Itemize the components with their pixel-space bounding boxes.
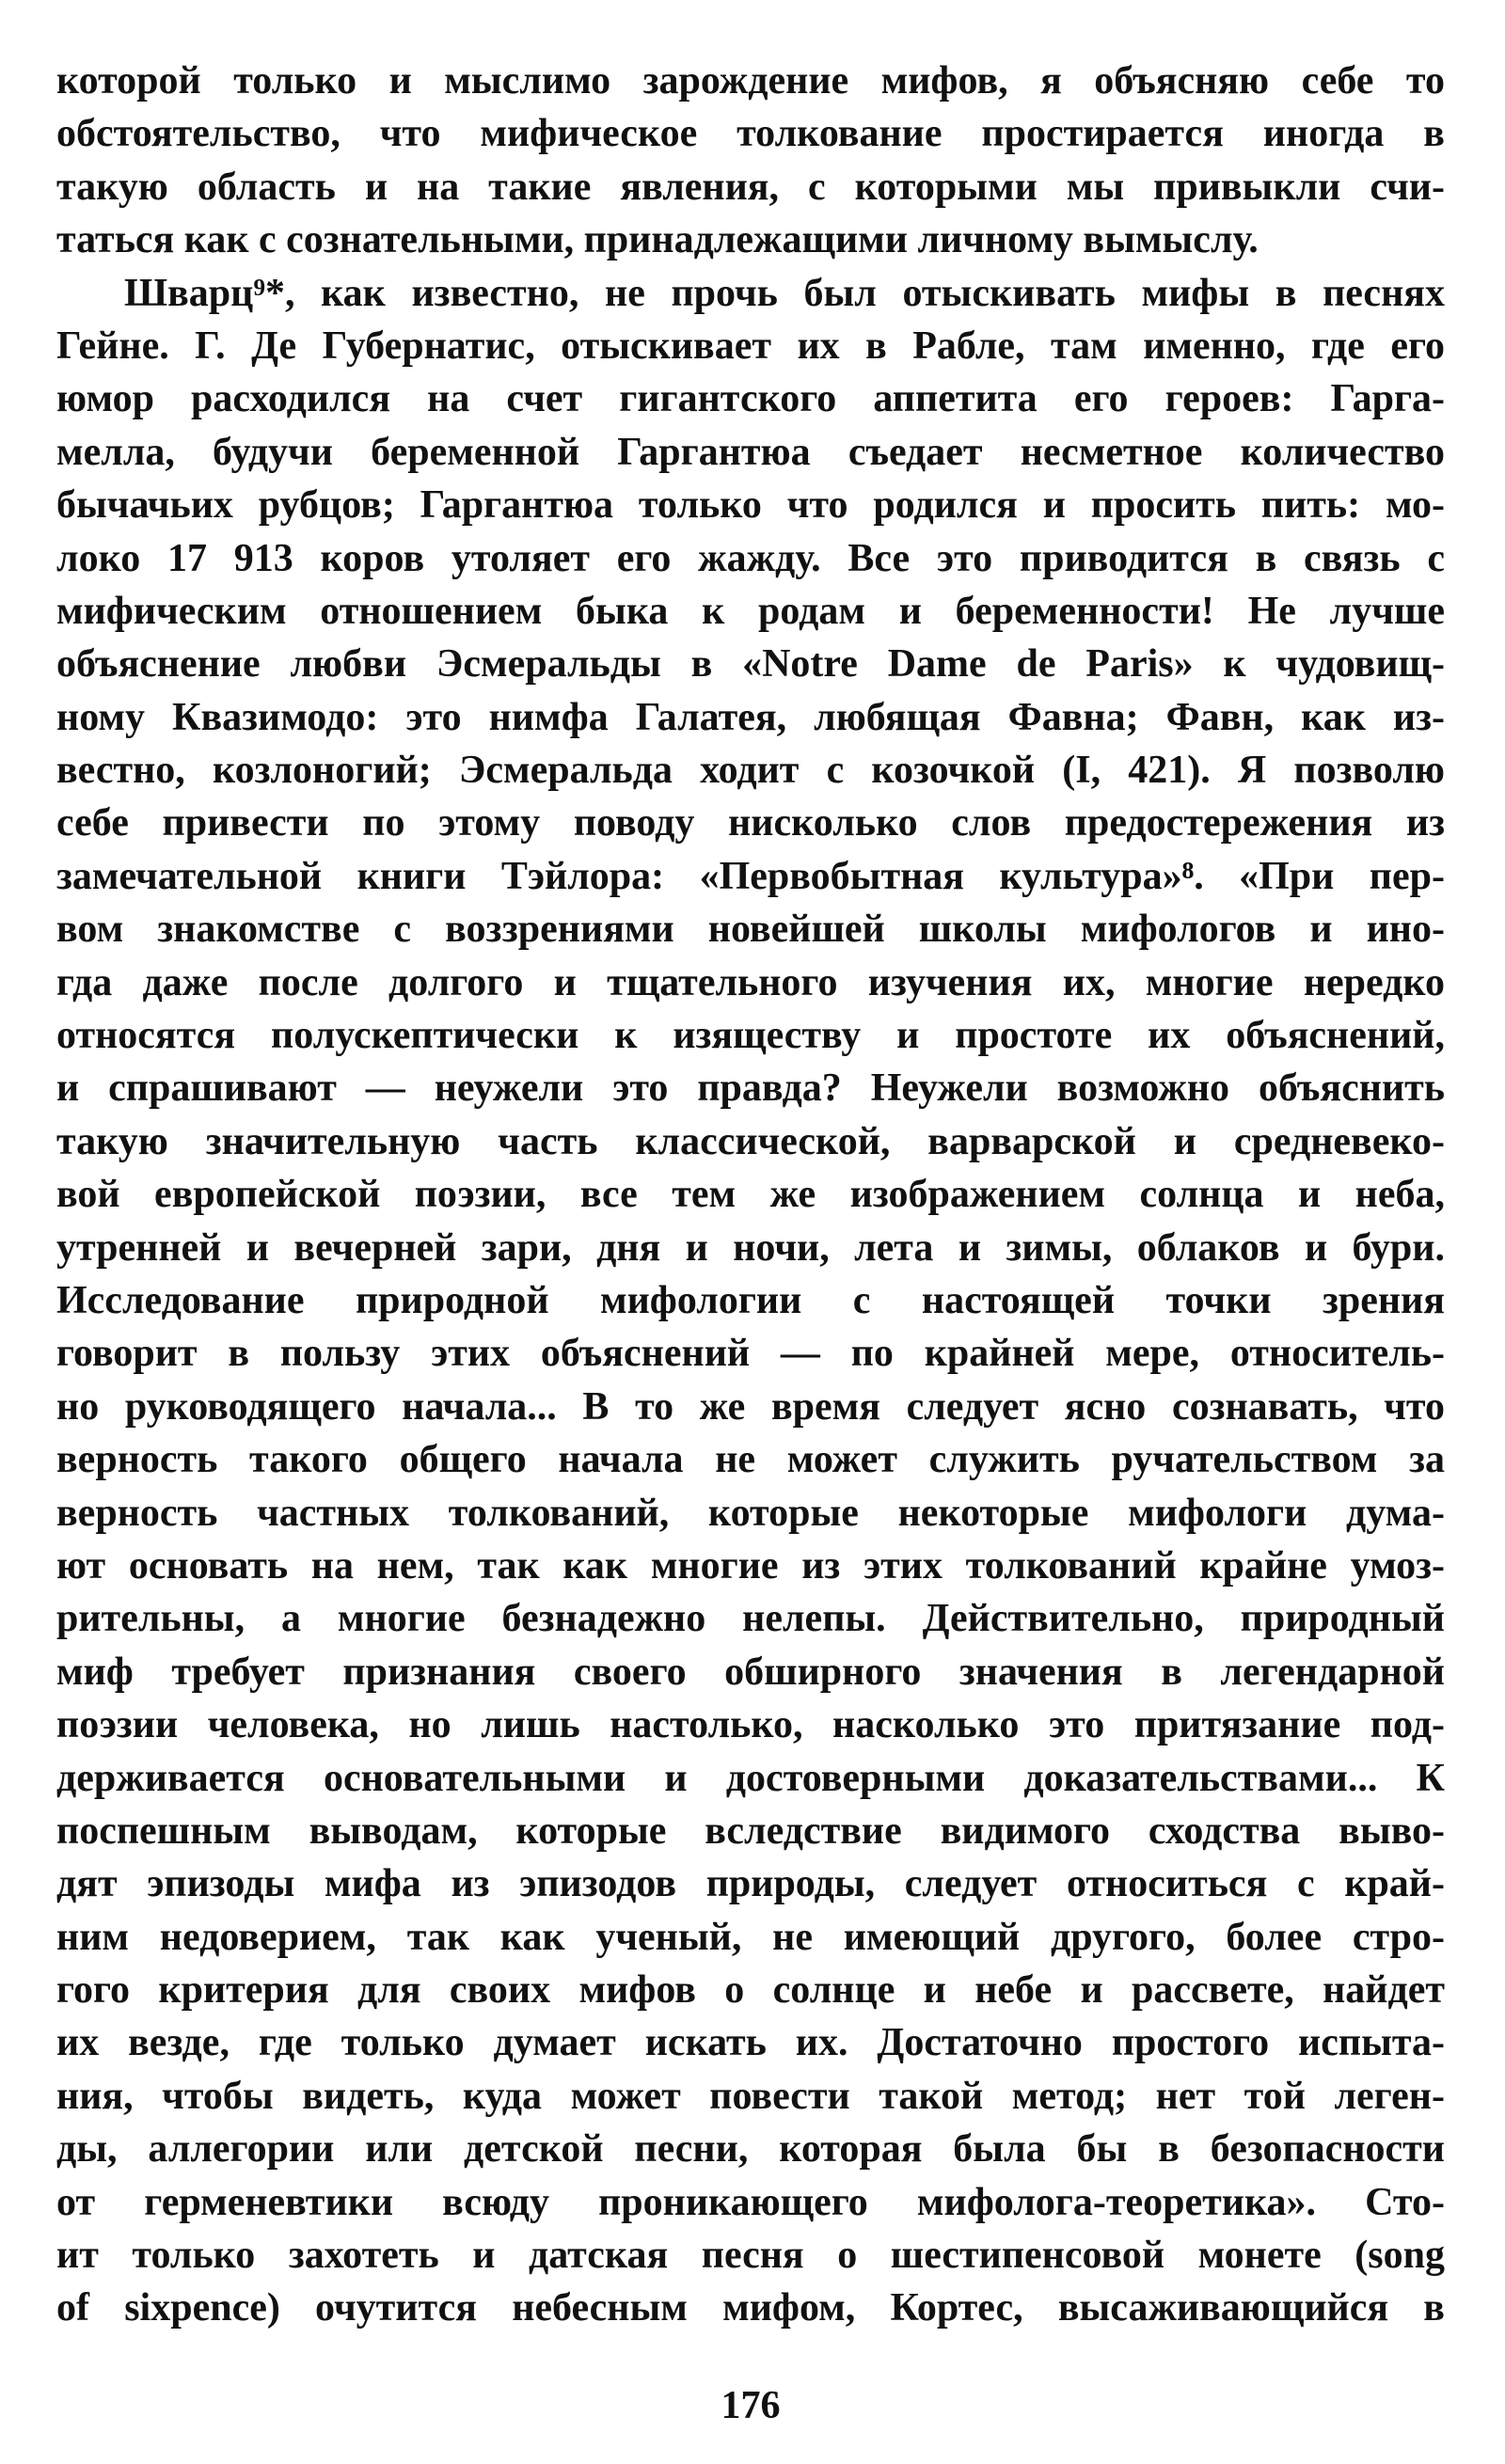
text-line: такую значительную часть классической, варварской и средневеко-	[56, 1119, 1445, 1163]
book-page	[56, 55, 1445, 2443]
text-line: ния, чтобы видеть, куда может повести такой метод; нет той леген-	[56, 2074, 1445, 2118]
text-line: относятся полускептически к изяществу и простоте их объяснений,	[56, 1014, 1445, 1058]
text-line: вой европейской поэзии, все тем же изображением солнца и неба,	[56, 1173, 1445, 1217]
text-line: но руководящего начала... В то же время следует ясно сознавать, что	[56, 1384, 1445, 1429]
text-line: гого критерия для своих мифов о солнце и небе и рассвете, найдет	[56, 1968, 1445, 2013]
text-line: поспешным выводам, которые вследствие видимого сходства выво-	[56, 1809, 1445, 1853]
text-line: их везде, где только думает искать их. Достаточно простого испыта-	[56, 2021, 1445, 2065]
text-line: такую область и на такие явления, с которыми мы привыкли счи-	[56, 165, 1445, 209]
text-line: вом знакомстве с воззрениями новейшей школы мифологов и ино-	[56, 908, 1445, 952]
text-line: от герменевтики всюду проникающего мифолога-теоретика». Сто-	[56, 2180, 1445, 2224]
text-line: ды, аллегории или детской песни, которая была бы в безопасности	[56, 2127, 1445, 2172]
text-line: миф требует признания своего обширного значения в легендарной	[56, 1650, 1445, 1694]
text-line: Шварц⁹*, как известно, не прочь был отыскивать мифы в песнях	[124, 271, 1445, 315]
text-line: верность такого общего начала не может служить ручательством за	[56, 1438, 1445, 1482]
text-line: бычачьих рубцов; Гаргантюа только что родился и просить пить: мо-	[56, 483, 1445, 528]
text-line: ним недоверием, так как ученый, не имеющий другого, более стро-	[56, 1915, 1445, 1959]
text-line: ному Квазимодо: это нимфа Галатея, любящая Фавна; Фавн, как из-	[56, 695, 1445, 739]
text-line: мелла, будучи беременной Гаргантюа съедает несметное количество	[56, 430, 1445, 474]
text-line: дят эпизоды мифа из эпизодов природы, следует относиться с край-	[56, 1862, 1445, 1906]
text-line: рительны, а многие безнадежно нелепы. Действительно, природный	[56, 1597, 1445, 1641]
text-line: поэзии человека, но лишь настолько, насколько это притязание под-	[56, 1703, 1445, 1747]
text-line: ют основать на нем, так как многие из этих толкований крайне умоз-	[56, 1543, 1445, 1587]
text-line: Исследование природной мифологии с настоящей точки зрения	[56, 1278, 1445, 1322]
paragraph-2	[56, 267, 1445, 2335]
text-line: говорит в пользу этих объяснений — по крайней мере, относитель-	[56, 1332, 1445, 1376]
text-line: и спрашивают — неужели это правда? Неужели возможно объяснить	[56, 1066, 1445, 1111]
text-line: себе привести по этому поводу нисколько слов предостережения из	[56, 801, 1445, 845]
text-line: гда даже после долгого и тщательного изучения их, многие нередко	[56, 960, 1445, 1004]
text-line: таться как с сознательными, принадлежащими личному вымыслу.	[56, 218, 1259, 262]
text-line: объяснение любви Эсмеральды в «Notre Dame de Paris» к чудовищ-	[56, 642, 1445, 687]
text-line: Гейне. Г. Де Губернатис, отыскивает их в Рабле, там именно, где его	[56, 324, 1445, 368]
text-line: которой только и мыслимо зарождение мифов, я объясняю себе то	[56, 59, 1445, 103]
text-line: юмор расходился на счет гигантского аппетита его героев: Гарга-	[56, 377, 1445, 421]
text-line: утренней и вечерней зари, дня и ночи, лета и зимы, облаков и бури.	[56, 1225, 1445, 1270]
text-line: вестно, козлоногий; Эсмеральда ходит с козочкой (I, 421). Я позволю	[56, 749, 1445, 793]
text-line: of sixpence) очутится небесным мифом, Кортес, высаживающийся в	[56, 2286, 1445, 2330]
text-line: верность частных толкований, которые некоторые мифологи дума-	[56, 1491, 1445, 1535]
text-line: локо 17 913 коров утоляет его жажду. Все это приводится в связь с	[56, 536, 1445, 580]
page-number: 176	[721, 2384, 781, 2427]
text-line: держивается основательными и достоверными доказательствами... К	[56, 1756, 1445, 1800]
text-line: обстоятельство, что мифическое толкование простирается иногда в	[56, 112, 1445, 156]
text-line: ит только захотеть и датская песня о шестипенсовой монете (song	[56, 2234, 1445, 2278]
text-line: замечательной книги Тэйлора: «Первобытная культура»⁸. «При пер-	[56, 854, 1445, 898]
paragraph-1	[56, 55, 1445, 267]
text-line: мифическим отношением быка к родам и беременности! Не лучше	[56, 589, 1445, 633]
